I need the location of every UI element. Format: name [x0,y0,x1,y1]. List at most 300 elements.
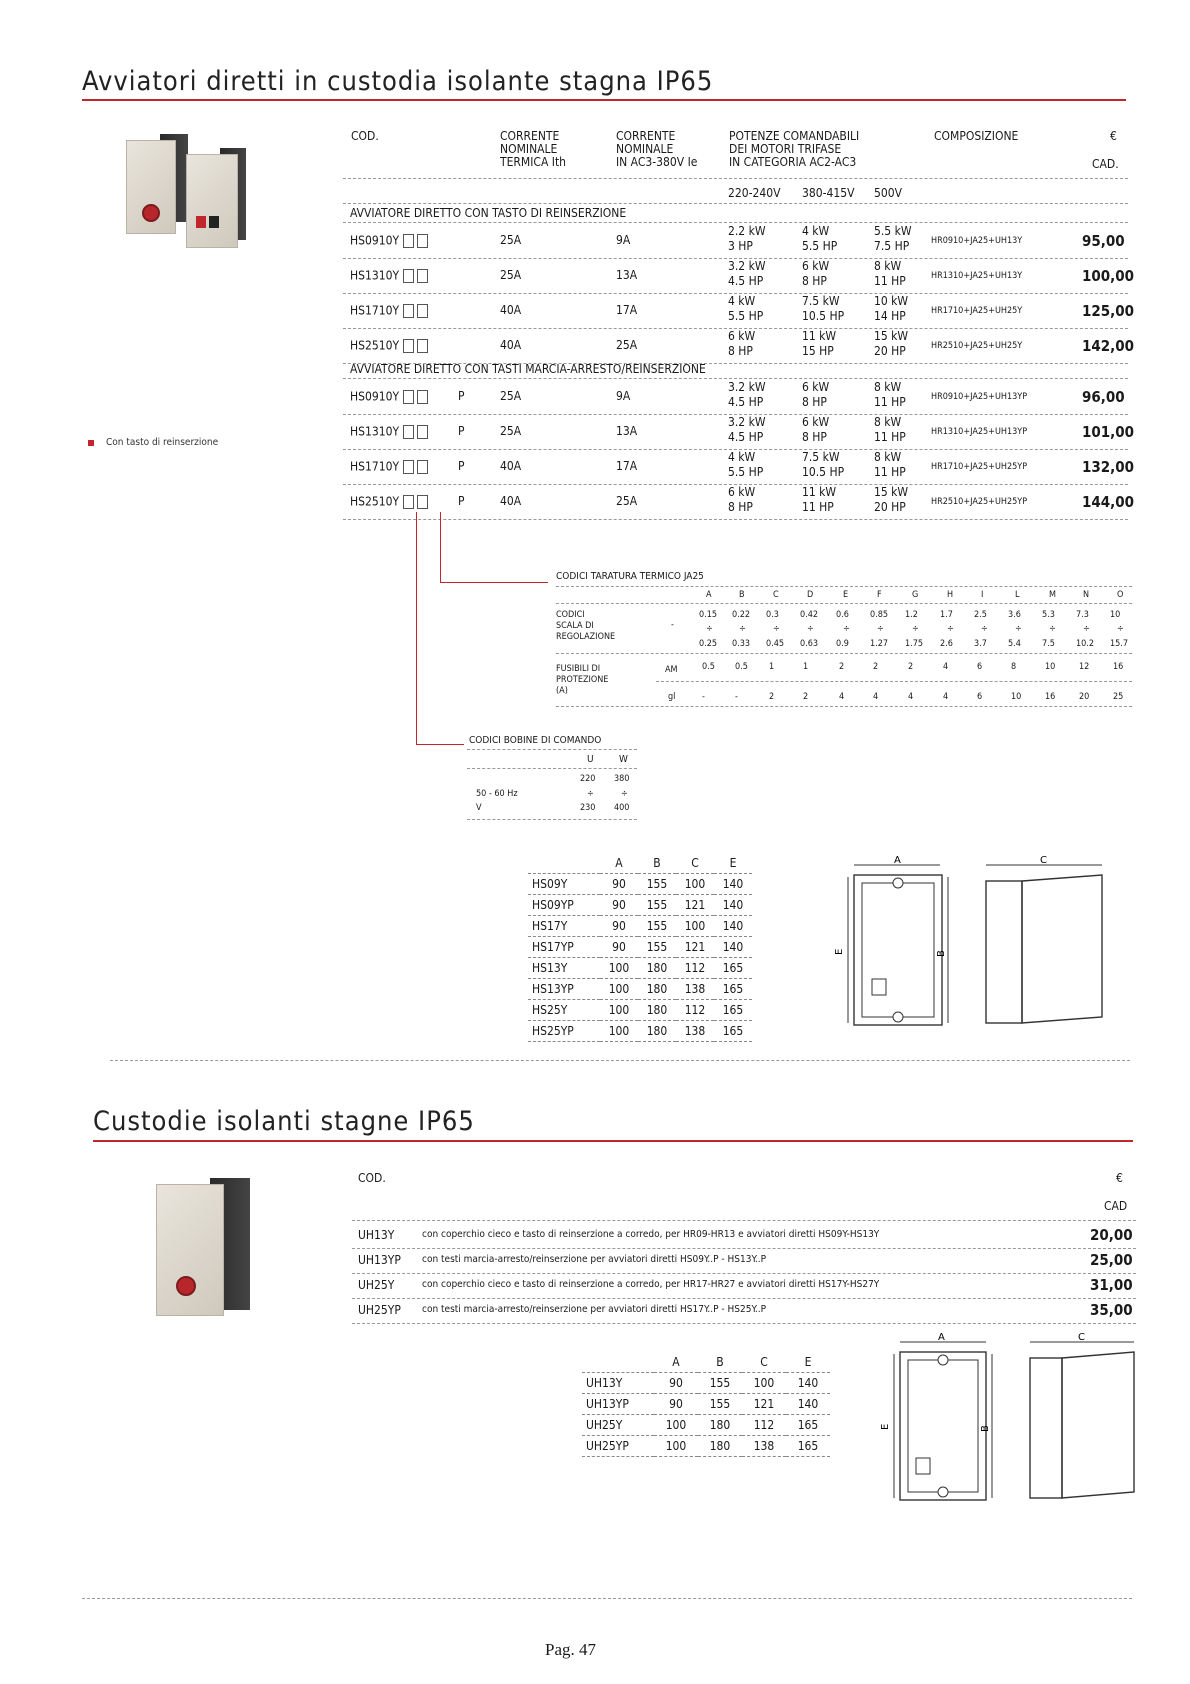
dim-value: 155 [638,895,676,916]
fusibile-gl: - [702,692,705,702]
dim-model: HS09YP [528,895,600,916]
dim-row [582,1394,830,1415]
svg-text:B: B [980,1425,991,1432]
voltage-220: 220-240V [728,186,781,200]
row-code-text: HS2510Y [350,494,400,509]
row-code-text: HS0910Y [350,389,400,404]
row-composizione: HR1710+JA25+UH25Y [931,306,1023,316]
fusibile-am: 10 [1045,662,1056,672]
custodia-desc: con testi marcia-arresto/reinserzione per avviatori diretti HS09Y..P - HS13Y..P [422,1254,767,1265]
taratura-letter: M [1049,590,1056,600]
svg-text:A: A [938,1332,945,1343]
row-power-kw: 8 kW [874,415,902,429]
code-box-icon [403,339,414,353]
taratura-letter: N [1083,590,1090,600]
dim-value: 155 [638,874,676,895]
row-power-kw: 11 kW [802,329,837,343]
row-composizione: HR2510+JA25+UH25YP [931,497,1028,507]
bobine-col-w: W [619,754,628,765]
taratura-row-label: CODICI SCALA DI REGOLAZIONE [556,610,616,642]
row-power-kw: 3.2 kW [728,380,766,394]
dim-value: 165 [714,1021,752,1042]
dim-value: 180 [698,1415,742,1436]
code-box-icon [417,495,428,509]
dim-model: HS13Y [528,958,600,979]
row-power-hp: 5.5 HP [728,309,764,323]
row-power-hp: 10.5 HP [802,465,845,479]
taratura-max: 7.5 [1042,639,1055,649]
fusibile-gl: 4 [908,692,914,702]
side-note: Con tasto di reinserzione [106,437,219,448]
row-code [350,339,431,353]
taratura-sep: ÷ [739,624,746,634]
dimensions-table-hs [528,853,752,1042]
connector-taratura [440,512,441,582]
taratura-min: 2.5 [974,610,987,620]
fusibile-gl: 10 [1011,692,1022,702]
bobine-u-min: 220 [580,774,596,784]
row-power-hp: 11 HP [874,395,906,409]
bobine-u-max: 230 [580,803,596,813]
col-header-cad: CAD. [1092,157,1119,171]
row-price: 95,00 [1082,232,1125,250]
dim-value: 165 [714,1000,752,1021]
svg-text:C: C [1078,1332,1085,1343]
row-power-kw: 2.2 kW [728,224,766,238]
taratura-max: 5.4 [1008,639,1021,649]
code-box-icon [403,425,414,439]
section-divider [110,1060,1130,1061]
fusibile-am: 16 [1113,662,1124,672]
taratura-sep: ÷ [1083,624,1090,634]
taratura-dash: - [671,620,674,630]
title-underline [82,99,1126,101]
dim-model: HS25YP [528,1021,600,1042]
code-box-icon [417,234,428,248]
row-composizione: HR1310+JA25+UH13Y [931,271,1023,281]
row-composizione: HR1710+JA25+UH25YP [931,462,1028,472]
svg-text:B: B [936,950,947,957]
dim-value: 155 [698,1394,742,1415]
row-ie: 25A [616,338,638,352]
fusibile-gl: 2 [803,692,809,702]
row-power-hp: 20 HP [874,500,906,514]
row-ith: 25A [500,233,522,247]
product-photo-custodia [150,1172,260,1320]
row-ith: 40A [500,459,522,473]
dim-row [528,916,752,937]
dim-model: UH13YP [582,1394,654,1415]
row-ith: 25A [500,268,522,282]
row-ie: 13A [616,424,638,438]
row-power-hp: 8 HP [802,395,827,409]
row-power-hp: 10.5 HP [802,309,845,323]
dim-row [528,979,752,1000]
taratura-min: 0.6 [836,610,849,620]
row-power-kw: 4 kW [728,294,756,308]
row-composizione: HR0910+JA25+UH13YP [931,392,1028,402]
row-power-hp: 11 HP [874,465,906,479]
row-code [350,495,431,509]
row-power-hp: 4.5 HP [728,395,764,409]
dim-value: 180 [638,1021,676,1042]
row-price: 144,00 [1082,493,1135,511]
row-price: 96,00 [1082,388,1125,406]
fusibile-gl: 2 [769,692,775,702]
dim-value: 112 [676,958,714,979]
svg-text:A: A [894,855,901,866]
fusibile-am: 0.5 [702,662,715,672]
col-header-composizione: COMPOSIZIONE [934,129,1019,143]
row-power-kw: 15 kW [874,485,909,499]
s2-cad: CAD [1104,1199,1128,1213]
svg-text:E: E [834,948,845,955]
dim-value: 90 [654,1394,698,1415]
dim-value: 165 [786,1436,830,1457]
row-power-hp: 8 HP [802,430,827,444]
code-box-icon [417,339,428,353]
taratura-min: 0.42 [800,610,819,620]
taratura-max: 1.27 [870,639,889,649]
dim-header: B [638,853,676,874]
dim-model: UH25YP [582,1436,654,1457]
dim-row [582,1373,830,1394]
taratura-min: 1.7 [940,610,953,620]
gl-label: gl [668,692,676,702]
row-power-hp: 8 HP [728,500,753,514]
custodia-code: UH13YP [358,1253,401,1267]
col-header-ie: CORRENTE NOMINALE IN AC3-380V Ie [616,129,698,169]
dim-header: E [786,1352,830,1373]
fusibile-am: 1 [803,662,809,672]
taratura-sep: ÷ [1015,624,1022,634]
bobine-w-max: 400 [614,803,630,813]
dim-row [528,1000,752,1021]
row-power-hp: 15 HP [802,344,834,358]
row-code-text: HS1710Y [350,459,400,474]
fusibile-gl: 4 [943,692,949,702]
dim-row [582,1415,830,1436]
bobine-freq: 50 - 60 Hz [476,789,518,799]
dim-value: 138 [676,1021,714,1042]
row-code [350,234,431,248]
page-number: Pag. 47 [545,1640,596,1659]
row-ith: 40A [500,338,522,352]
row-ie: 9A [616,233,631,247]
row-power-hp: 8 HP [728,344,753,358]
row-power-kw: 15 kW [874,329,909,343]
dim-value: 90 [600,874,638,895]
enclosure-drawing-1 [834,855,1130,1035]
taratura-max: 0.33 [732,639,751,649]
group2-title: AVVIATORE DIRETTO CON TASTI MARCIA-ARRESTO/REINSERZIONE [350,362,706,376]
custodia-code: UH25Y [358,1278,395,1292]
bobine-title: CODICI BOBINE DI COMANDO [469,735,602,746]
custodia-price: 25,00 [1090,1251,1133,1269]
dim-row [528,1021,752,1042]
taratura-min: 1.2 [905,610,918,620]
dim-row [582,1436,830,1457]
row-composizione: HR0910+JA25+UH13Y [931,236,1023,246]
taratura-min: 0.22 [732,610,751,620]
dim-header: C [742,1352,786,1373]
section-title-custodie: Custodie isolanti stagne IP65 [93,1106,475,1137]
row-ie: 9A [616,389,631,403]
fusibile-gl: 4 [839,692,845,702]
dim-value: 112 [742,1415,786,1436]
taratura-letter: H [947,590,954,600]
row-power-kw: 8 kW [874,259,902,273]
dim-value: 180 [638,979,676,1000]
fusibile-am: 2 [873,662,879,672]
row-code [350,425,431,439]
code-box-icon [417,460,428,474]
custodia-desc: con testi marcia-arresto/reinserzione per avviatori diretti HS17Y..P - HS25Y..P [422,1304,767,1315]
row-power-kw: 3.2 kW [728,259,766,273]
taratura-sep: ÷ [981,624,988,634]
taratura-max: 3.7 [974,639,987,649]
dim-model: HS13YP [528,979,600,1000]
dim-value: 100 [676,874,714,895]
dim-value: 121 [742,1394,786,1415]
code-box-icon [403,269,414,283]
code-box-icon [417,304,428,318]
fusibile-am: 8 [1011,662,1017,672]
bobine-w-min: 380 [614,774,630,784]
dim-row [528,895,752,916]
row-power-hp: 11 HP [802,500,834,514]
dim-value: 138 [742,1436,786,1457]
fusibile-gl: 20 [1079,692,1090,702]
row-power-hp: 5.5 HP [802,239,838,253]
dim-value: 90 [600,895,638,916]
custodia-desc: con coperchio cieco e tasto di reinserzione a corredo, per HR17-HR27 e avviatori diretti HS17Y-HS27Y [422,1279,880,1290]
bobine-col-u: U [587,754,594,765]
bobine-sep-u: ÷ [587,789,594,799]
row-ith: 40A [500,303,522,317]
code-box-icon [403,304,414,318]
dim-value: 112 [676,1000,714,1021]
row-ith: 25A [500,389,522,403]
taratura-letter: F [877,590,882,600]
row-power-hp: 5.5 HP [728,465,764,479]
taratura-sep: ÷ [947,624,954,634]
row-suffix: P [458,494,465,508]
taratura-letter: I [981,590,984,600]
code-box-icon [417,390,428,404]
taratura-sep: ÷ [706,624,713,634]
dim-value: 140 [714,937,752,958]
row-price: 100,00 [1082,267,1135,285]
dim-value: 121 [676,895,714,916]
fusibile-am: 1 [769,662,775,672]
row-code-text: HS0910Y [350,233,400,248]
dim-value: 100 [654,1415,698,1436]
dim-value: 140 [714,895,752,916]
row-code-text: HS2510Y [350,338,400,353]
dim-value: 121 [676,937,714,958]
taratura-min: 10 [1110,610,1121,620]
taratura-letter: E [843,590,849,600]
taratura-max: 1.75 [905,639,924,649]
dim-value: 100 [676,916,714,937]
connector-bobine [416,512,417,744]
fusibile-gl: 6 [977,692,983,702]
taratura-sep: ÷ [773,624,780,634]
dim-value: 100 [654,1436,698,1457]
row-power-kw: 6 kW [802,415,830,429]
code-box-icon [417,269,428,283]
row-power-kw: 8 kW [874,450,902,464]
row-power-kw: 5.5 kW [874,224,912,238]
dim-value: 165 [714,958,752,979]
dim-header: C [676,853,714,874]
row-suffix: P [458,424,465,438]
row-power-kw: 6 kW [802,259,830,273]
taratura-letter: O [1117,590,1124,600]
dim-header [528,853,600,874]
dim-value: 155 [698,1373,742,1394]
taratura-min: 3.6 [1008,610,1021,620]
custodia-price: 31,00 [1090,1276,1133,1294]
row-power-kw: 4 kW [802,224,830,238]
row-power-hp: 7.5 HP [874,239,910,253]
taratura-sep: ÷ [1049,624,1056,634]
dim-row [528,937,752,958]
dim-value: 90 [600,916,638,937]
row-power-kw: 4 kW [728,450,756,464]
row-power-kw: 8 kW [874,380,902,394]
dim-header [582,1352,654,1373]
custodia-code: UH25YP [358,1303,401,1317]
dim-value: 140 [786,1394,830,1415]
row-price: 132,00 [1082,458,1135,476]
row-ie: 17A [616,459,638,473]
taratura-letter: C [773,590,779,600]
dimensions-table-uh [582,1352,830,1457]
taratura-max: 0.45 [766,639,785,649]
dim-model: UH25Y [582,1415,654,1436]
dim-value: 165 [786,1415,830,1436]
dim-header: B [698,1352,742,1373]
col-header-potenze: POTENZE COMANDABILI DEI MOTORI TRIFASE IN CATEGORIA AC2-AC3 [729,129,860,169]
dim-value: 138 [676,979,714,1000]
dim-value: 165 [714,979,752,1000]
bobine-unit: V [476,803,482,813]
taratura-sep: ÷ [843,624,850,634]
dim-value: 100 [600,979,638,1000]
row-suffix: P [458,389,465,403]
dim-row [528,958,752,979]
dim-model: HS09Y [528,874,600,895]
row-composizione: HR1310+JA25+UH13YP [931,427,1028,437]
taratura-letter: A [706,590,712,600]
dim-header: E [714,853,752,874]
dim-value: 100 [600,1000,638,1021]
svg-text:E: E [880,1423,891,1430]
row-ith: 40A [500,494,522,508]
row-price: 125,00 [1082,302,1135,320]
fusibile-gl: 16 [1045,692,1056,702]
s2-cod-header: COD. [358,1171,386,1185]
dim-value: 100 [600,958,638,979]
section-title-avviatori: Avviatori diretti in custodia isolante stagna IP65 [82,66,714,97]
row-power-hp: 4.5 HP [728,274,764,288]
row-power-kw: 11 kW [802,485,837,499]
taratura-min: 7.3 [1076,610,1089,620]
red-bullet-icon [88,440,94,446]
taratura-max: 2.6 [940,639,953,649]
row-power-kw: 6 kW [728,329,756,343]
dim-value: 180 [638,958,676,979]
code-box-icon [403,460,414,474]
dim-value: 155 [638,916,676,937]
code-box-icon [403,495,414,509]
row-code [350,269,431,283]
dim-model: HS25Y [528,1000,600,1021]
s2-currency: € [1116,1171,1123,1185]
custodia-price: 35,00 [1090,1301,1133,1319]
row-ie: 25A [616,494,638,508]
fusibile-am: 2 [839,662,845,672]
row-code [350,390,431,404]
row-power-kw: 6 kW [728,485,756,499]
taratura-title: CODICI TARATURA TERMICO JA25 [556,571,704,582]
code-box-icon [417,425,428,439]
taratura-sep: ÷ [1117,624,1124,634]
dim-value: 140 [714,874,752,895]
code-box-icon [403,234,414,248]
dim-value: 140 [714,916,752,937]
dim-model: HS17Y [528,916,600,937]
taratura-max: 0.25 [699,639,718,649]
taratura-letter: G [912,590,919,600]
row-power-kw: 6 kW [802,380,830,394]
col-header-ith: CORRENTE NOMINALE TERMICA Ith [500,129,567,169]
taratura-min: 5.3 [1042,610,1055,620]
row-power-hp: 3 HP [728,239,753,253]
dim-model: HS17YP [528,937,600,958]
row-suffix: P [458,459,465,473]
row-price: 101,00 [1082,423,1135,441]
fusibile-am: 6 [977,662,983,672]
row-ie: 17A [616,303,638,317]
taratura-max: 0.63 [800,639,819,649]
row-power-hp: 11 HP [874,430,906,444]
am-label: AM [665,665,678,675]
row-power-hp: 20 HP [874,344,906,358]
taratura-sep: ÷ [877,624,884,634]
dim-value: 100 [600,1021,638,1042]
dim-value: 155 [638,937,676,958]
row-power-hp: 8 HP [802,274,827,288]
dim-value: 90 [654,1373,698,1394]
row-power-kw: 7.5 kW [802,294,840,308]
fusibile-am: 4 [943,662,949,672]
enclosure-drawing-2 [880,1330,1136,1510]
dim-value: 180 [698,1436,742,1457]
row-code [350,304,431,318]
dim-value: 100 [742,1373,786,1394]
row-composizione: HR2510+JA25+UH25Y [931,341,1023,351]
row-price: 142,00 [1082,337,1135,355]
fusibile-am: 2 [908,662,914,672]
fusibili-label: FUSIBILI DI PROTEZIONE (A) [556,664,609,696]
voltage-380: 380-415V [802,186,855,200]
dim-header: A [654,1352,698,1373]
fusibile-gl: 25 [1113,692,1124,702]
group1-title: AVVIATORE DIRETTO CON TASTO DI REINSERZIONE [350,206,627,220]
